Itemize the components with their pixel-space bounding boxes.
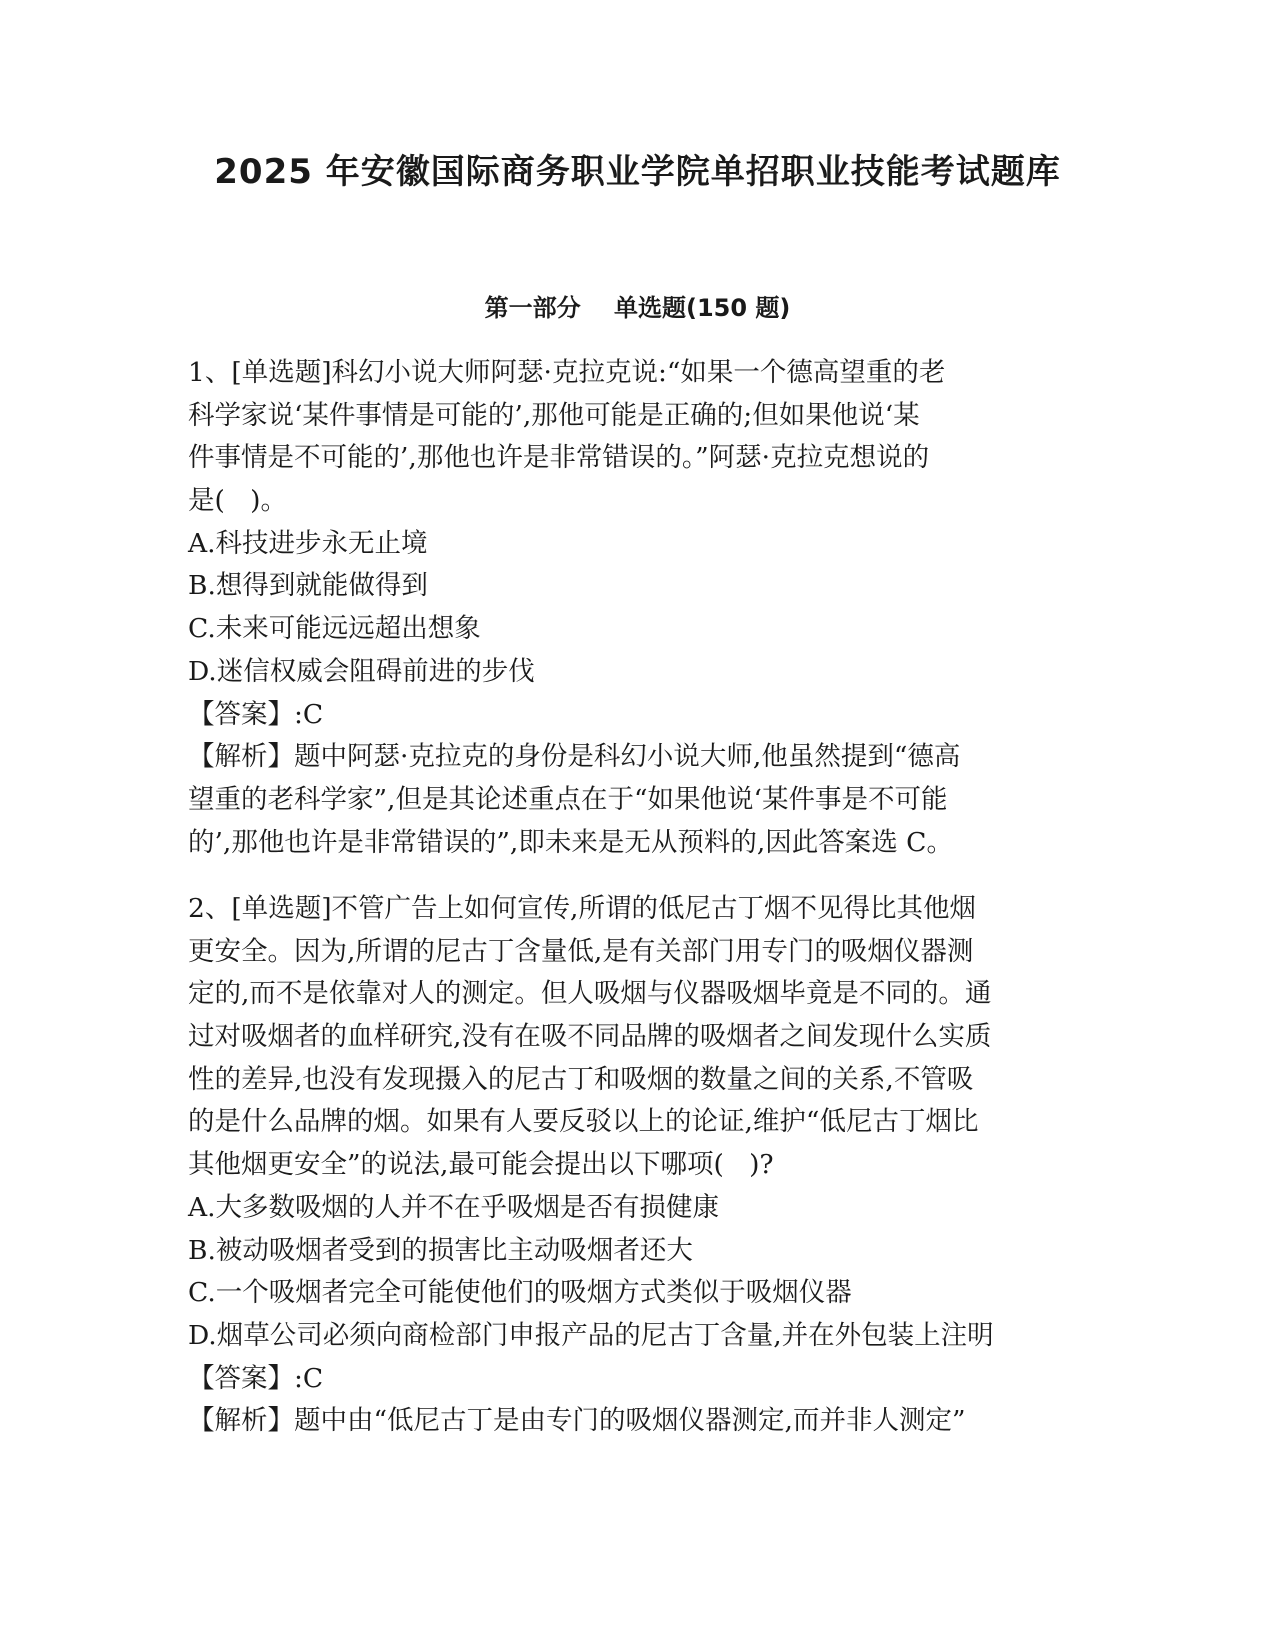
question-1-analysis-line-1: 【解析】题中阿瑟·克拉克的身份是科幻小说大师,他虽然提到“德高 bbox=[188, 741, 961, 773]
question-2 bbox=[188, 888, 1078, 1443]
question-1-stem-line-4: 是( )。 bbox=[188, 485, 287, 517]
question-2-stem-line-1: 2、[单选题]不管广告上如何宣传,所谓的低尼古丁烟不见得比其他烟 bbox=[188, 893, 976, 924]
question-1 bbox=[188, 352, 1078, 864]
question-2-stem-line-2: 更安全。因为,所谓的尼古丁含量低,是有关部门用专门的吸烟仪器测 bbox=[188, 935, 974, 967]
section-title: 第一部分 单选题(150 题) bbox=[484, 294, 791, 322]
question-1-answer: 【答案】:C bbox=[188, 698, 324, 730]
question-2-stem-line-3: 定的,而不是依靠对人的测定。但人吸烟与仪器吸烟毕竟是不同的。通 bbox=[188, 978, 992, 1010]
question-1-analysis-line-3: 的’,那他也许是非常错误的”,即未来是无从预料的,因此答案选 C。 bbox=[188, 826, 953, 858]
question-1-stem-line-3: 件事情是不可能的’,那他也许是非常错误的。”阿瑟·克拉克想说的 bbox=[188, 442, 930, 474]
question-2-stem-line-7: 其他烟更安全”的说法,最可能会提出以下哪项( )? bbox=[188, 1149, 774, 1181]
question-2-option-b: B.被动吸烟者受到的损害比主动吸烟者还大 bbox=[188, 1234, 693, 1266]
question-2-option-c: C.一个吸烟者完全可能使他们的吸烟方式类似于吸烟仪器 bbox=[188, 1277, 852, 1309]
question-1-option-a: A.科技进步永无止境 bbox=[188, 527, 428, 559]
question-1-stem-line-1: 1、[单选题]科幻小说大师阿瑟·克拉克说:“如果一个德高望重的老 bbox=[188, 357, 946, 388]
question-2-option-d: D.烟草公司必须向商检部门申报产品的尼古丁含量,并在外包装上注明 bbox=[188, 1319, 994, 1351]
document-title: 2025 年安徽国际商务职业学院单招职业技能考试题库 bbox=[214, 152, 1061, 192]
question-1-analysis-line-2: 望重的老科学家”,但是其论述重点在于“如果他说‘某件事是不可能 bbox=[188, 783, 948, 815]
question-2-option-a: A.大多数吸烟的人并不在乎吸烟是否有损健康 bbox=[188, 1191, 720, 1223]
question-1-option-d: D.迷信权威会阻碍前进的步伐 bbox=[188, 655, 535, 687]
question-2-stem-line-5: 性的差异,也没有发现摄入的尼古丁和吸烟的数量之间的关系,不管吸 bbox=[188, 1063, 974, 1095]
question-1-stem-line-2: 科学家说‘某件事情是可能的’,那他可能是正确的;但如果他说‘某 bbox=[188, 399, 920, 431]
question-2-analysis-line-1: 【解析】题中由“低尼古丁是由专门的吸烟仪器测定,而并非人测定” bbox=[188, 1405, 966, 1437]
question-2-stem-line-6: 的是什么品牌的烟。如果有人要反驳以上的论证,维护“低尼古丁烟比 bbox=[188, 1106, 979, 1138]
question-1-option-c: C.未来可能远远超出想象 bbox=[188, 613, 481, 645]
question-2-stem-line-4: 过对吸烟者的血样研究,没有在吸不同品牌的吸烟者之间发现什么实质 bbox=[188, 1021, 992, 1053]
question-2-answer: 【答案】:C bbox=[188, 1362, 324, 1394]
question-1-option-b: B.想得到就能做得到 bbox=[188, 570, 428, 602]
